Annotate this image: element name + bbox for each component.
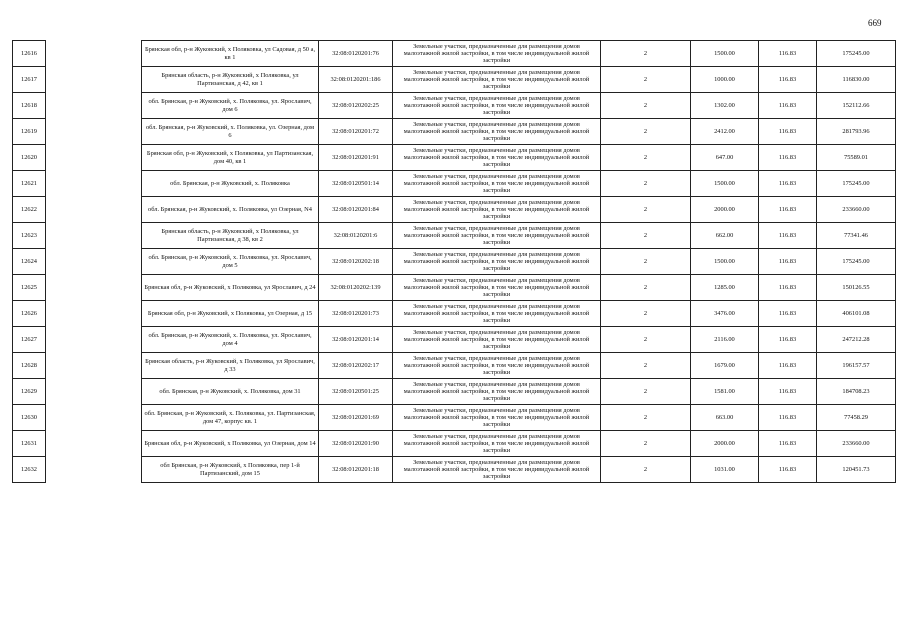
table-row — [13, 67, 896, 93]
blank-cell — [46, 171, 142, 197]
rate-cell: 116.83 — [759, 249, 817, 275]
group-cell: 2 — [601, 41, 691, 67]
cadastral-number-cell: 32:08:0120201:72 — [319, 119, 393, 145]
area-cell: 1500.00 — [691, 171, 759, 197]
cadastral-value-cell: 75589.01 — [817, 145, 896, 171]
table-row — [13, 93, 896, 119]
land-use-cell: Земельные участки, предназначенные для размещения домов малоэтажной жилой застройки, в том числе индивидуальной жилой застройки — [393, 223, 601, 249]
cadastral-number-cell: 32:08:0120201:73 — [319, 301, 393, 327]
row-number: 12618 — [13, 93, 46, 119]
group-cell: 2 — [601, 275, 691, 301]
table-row — [13, 327, 896, 353]
land-use-cell: Земельные участки, предназначенные для размещения домов малоэтажной жилой застройки, в том числе индивидуальной жилой застройки — [393, 405, 601, 431]
area-cell: 1031.00 — [691, 457, 759, 483]
rate-cell: 116.83 — [759, 275, 817, 301]
rate-cell: 116.83 — [759, 405, 817, 431]
row-number: 12624 — [13, 249, 46, 275]
rate-cell: 116.83 — [759, 197, 817, 223]
address-cell: обл. Брянская, р-н Жуковский, х. Поляковка, ул. Озерная, дом 6 — [142, 119, 319, 145]
address-cell: обл. Брянская, р-н Жуковский, х. Поляковка, ул. Ярославич, дом 6 — [142, 93, 319, 119]
area-cell: 2116.00 — [691, 327, 759, 353]
table-row — [13, 223, 896, 249]
cadastral-value-cell: 247212.28 — [817, 327, 896, 353]
cadastral-value-cell: 281793.96 — [817, 119, 896, 145]
cadastral-number-cell: 32:08:0120201:84 — [319, 197, 393, 223]
cadastral-value-cell: 175245.00 — [817, 171, 896, 197]
table-row — [13, 379, 896, 405]
rate-cell: 116.83 — [759, 379, 817, 405]
address-cell: Брянская обл, р-н Жуковский, х Поляковка, ул Озерная, д 15 — [142, 301, 319, 327]
rate-cell: 116.83 — [759, 145, 817, 171]
address-cell: Брянская обл, р-н Жуковский, х Поляковка, ул Ярославич, д 24 — [142, 275, 319, 301]
blank-cell — [46, 119, 142, 145]
land-use-cell: Земельные участки, предназначенные для размещения домов малоэтажной жилой застройки, в том числе индивидуальной жилой застройки — [393, 353, 601, 379]
address-cell: обл. Брянская, р-н Жуковский, х. Поляковка, ул. Ярославич, дом 5 — [142, 249, 319, 275]
address-cell: обл. Брянская, р-н Жуковский, х. Поляковка, ул. Ярославич, дом 4 — [142, 327, 319, 353]
area-cell: 3476.00 — [691, 301, 759, 327]
area-cell: 1285.00 — [691, 275, 759, 301]
cadastral-number-cell: 32:08:0120201:90 — [319, 431, 393, 457]
cadastral-value-cell: 152112.66 — [817, 93, 896, 119]
row-number: 12630 — [13, 405, 46, 431]
blank-cell — [46, 145, 142, 171]
address-cell: Брянская обл, р-н Жуковский, х Поляковка, ул Озерная, дом 14 — [142, 431, 319, 457]
row-number: 12626 — [13, 301, 46, 327]
address-cell: обл. Брянская, р-н Жуковский, х. Поляковка, ул. Партизанская, дом 47, корпус кв. 1 — [142, 405, 319, 431]
cadastral-number-cell: 32:08:0120201:6 — [319, 223, 393, 249]
land-use-cell: Земельные участки, предназначенные для размещения домов малоэтажной жилой застройки, в том числе индивидуальной жилой застройки — [393, 145, 601, 171]
cadastral-number-cell: 32:08:0120202:139 — [319, 275, 393, 301]
blank-cell — [46, 327, 142, 353]
rate-cell: 116.83 — [759, 301, 817, 327]
row-number: 12625 — [13, 275, 46, 301]
address-cell: обл. Брянская, р-н Жуковский, х. Поляковка, ул Озерная, N4 — [142, 197, 319, 223]
address-cell: Брянская обл, р-н Жуковский, х Поляковка, ул Садовая, д 50 а, кв 1 — [142, 41, 319, 67]
area-cell: 647.00 — [691, 145, 759, 171]
rate-cell: 116.83 — [759, 431, 817, 457]
land-use-cell: Земельные участки, предназначенные для размещения домов малоэтажной жилой застройки, в том числе индивидуальной жилой застройки — [393, 249, 601, 275]
group-cell: 2 — [601, 171, 691, 197]
cadastral-value-cell: 233660.00 — [817, 431, 896, 457]
land-use-cell: Земельные участки, предназначенные для размещения домов малоэтажной жилой застройки, в том числе индивидуальной жилой застройки — [393, 275, 601, 301]
land-use-cell: Земельные участки, предназначенные для размещения домов малоэтажной жилой застройки, в том числе индивидуальной жилой застройки — [393, 41, 601, 67]
area-cell: 1500.00 — [691, 249, 759, 275]
table-row — [13, 41, 896, 67]
land-use-cell: Земельные участки, предназначенные для размещения домов малоэтажной жилой застройки, в том числе индивидуальной жилой застройки — [393, 93, 601, 119]
land-use-cell: Земельные участки, предназначенные для размещения домов малоэтажной жилой застройки, в том числе индивидуальной жилой застройки — [393, 171, 601, 197]
cadastral-value-cell: 175245.00 — [817, 249, 896, 275]
cadastral-value-cell: 233660.00 — [817, 197, 896, 223]
cadastral-number-cell: 32:08:0120201:91 — [319, 145, 393, 171]
cadastral-value-cell: 77341.46 — [817, 223, 896, 249]
row-number: 12631 — [13, 431, 46, 457]
cadastral-value-cell: 150126.55 — [817, 275, 896, 301]
land-use-cell: Земельные участки, предназначенные для размещения домов малоэтажной жилой застройки, в том числе индивидуальной жилой застройки — [393, 67, 601, 93]
cadastral-value-cell: 175245.00 — [817, 41, 896, 67]
row-number: 12628 — [13, 353, 46, 379]
group-cell: 2 — [601, 301, 691, 327]
row-number: 12621 — [13, 171, 46, 197]
address-cell: Брянская область, р-н Жуковский, х Поляковка, ул Партизанская, д 38, кв 2 — [142, 223, 319, 249]
cadastral-number-cell: 32:08:0120201:18 — [319, 457, 393, 483]
land-use-cell: Земельные участки, предназначенные для размещения домов малоэтажной жилой застройки, в том числе индивидуальной жилой застройки — [393, 119, 601, 145]
table-row — [13, 457, 896, 483]
table-row — [13, 171, 896, 197]
blank-cell — [46, 197, 142, 223]
cadastral-value-cell: 406101.08 — [817, 301, 896, 327]
row-number: 12632 — [13, 457, 46, 483]
area-cell: 2000.00 — [691, 197, 759, 223]
blank-cell — [46, 301, 142, 327]
table-row — [13, 405, 896, 431]
area-cell: 663.00 — [691, 405, 759, 431]
cadastral-value-cell: 116830.00 — [817, 67, 896, 93]
address-cell: Брянская обл, р-н Жуковский, х Поляковка, ул Партизанская, дом 40, кв 1 — [142, 145, 319, 171]
row-number: 12616 — [13, 41, 46, 67]
land-use-cell: Земельные участки, предназначенные для размещения домов малоэтажной жилой застройки, в том числе индивидуальной жилой застройки — [393, 197, 601, 223]
group-cell: 2 — [601, 145, 691, 171]
address-cell: Брянская область, р-н Жуковский, х Поляковка, ул Ярославич, д 33 — [142, 353, 319, 379]
group-cell: 2 — [601, 379, 691, 405]
blank-cell — [46, 249, 142, 275]
area-cell: 1679.00 — [691, 353, 759, 379]
table-row — [13, 145, 896, 171]
table-row — [13, 119, 896, 145]
rate-cell: 116.83 — [759, 67, 817, 93]
row-number: 12620 — [13, 145, 46, 171]
table-row — [13, 197, 896, 223]
cadastral-number-cell: 32:08:0120201:76 — [319, 41, 393, 67]
cadastral-value-cell: 184708.23 — [817, 379, 896, 405]
table-row — [13, 301, 896, 327]
row-number: 12619 — [13, 119, 46, 145]
land-use-cell: Земельные участки, предназначенные для размещения домов малоэтажной жилой застройки, в том числе индивидуальной жилой застройки — [393, 457, 601, 483]
area-cell: 1500.00 — [691, 41, 759, 67]
land-plots-table — [12, 40, 896, 483]
area-cell: 1000.00 — [691, 67, 759, 93]
land-use-cell: Земельные участки, предназначенные для размещения домов малоэтажной жилой застройки, в том числе индивидуальной жилой застройки — [393, 431, 601, 457]
land-use-cell: Земельные участки, предназначенные для размещения домов малоэтажной жилой застройки, в том числе индивидуальной жилой застройки — [393, 301, 601, 327]
rate-cell: 116.83 — [759, 171, 817, 197]
blank-cell — [46, 431, 142, 457]
cadastral-number-cell: 32:08:0120201:186 — [319, 67, 393, 93]
cadastral-number-cell: 32:08:0120201:69 — [319, 405, 393, 431]
rate-cell: 116.83 — [759, 327, 817, 353]
land-use-cell: Земельные участки, предназначенные для размещения домов малоэтажной жилой застройки, в том числе индивидуальной жилой застройки — [393, 327, 601, 353]
cadastral-number-cell: 32:08:0120202:18 — [319, 249, 393, 275]
table-row — [13, 275, 896, 301]
blank-cell — [46, 93, 142, 119]
group-cell: 2 — [601, 197, 691, 223]
group-cell: 2 — [601, 405, 691, 431]
area-cell: 1302.00 — [691, 93, 759, 119]
table-row — [13, 431, 896, 457]
group-cell: 2 — [601, 93, 691, 119]
group-cell: 2 — [601, 119, 691, 145]
cadastral-number-cell: 32:08:0120201:14 — [319, 327, 393, 353]
rate-cell: 116.83 — [759, 93, 817, 119]
rate-cell: 116.83 — [759, 353, 817, 379]
blank-cell — [46, 379, 142, 405]
area-cell: 662.00 — [691, 223, 759, 249]
cadastral-number-cell: 32:08:0120202:25 — [319, 93, 393, 119]
address-cell: Брянская область, р-н Жуковский, х Поляковка, ул Партизанская, д 42, кв 1 — [142, 67, 319, 93]
group-cell: 2 — [601, 249, 691, 275]
blank-cell — [46, 223, 142, 249]
rate-cell: 116.83 — [759, 119, 817, 145]
blank-cell — [46, 457, 142, 483]
group-cell: 2 — [601, 457, 691, 483]
group-cell: 2 — [601, 327, 691, 353]
blank-cell — [46, 67, 142, 93]
group-cell: 2 — [601, 353, 691, 379]
cadastral-number-cell: 32:08:0120501:14 — [319, 171, 393, 197]
group-cell: 2 — [601, 67, 691, 93]
area-cell: 1581.00 — [691, 379, 759, 405]
table-row — [13, 353, 896, 379]
rate-cell: 116.83 — [759, 41, 817, 67]
cadastral-number-cell: 32:08:0120501:25 — [319, 379, 393, 405]
row-number: 12623 — [13, 223, 46, 249]
row-number: 12622 — [13, 197, 46, 223]
address-cell: обл Брянская, р-н Жуковский, х Поляковка, пер 1-й Партизанский, дом 15 — [142, 457, 319, 483]
cadastral-number-cell: 32:08:0120202:17 — [319, 353, 393, 379]
land-use-cell: Земельные участки, предназначенные для размещения домов малоэтажной жилой застройки, в том числе индивидуальной жилой застройки — [393, 379, 601, 405]
address-cell: обл. Брянская, р-н Жуковский, х. Поляковка — [142, 171, 319, 197]
cadastral-value-cell: 120451.73 — [817, 457, 896, 483]
area-cell: 2412.00 — [691, 119, 759, 145]
table-row — [13, 249, 896, 275]
row-number: 12627 — [13, 327, 46, 353]
blank-cell — [46, 41, 142, 67]
blank-cell — [46, 275, 142, 301]
group-cell: 2 — [601, 223, 691, 249]
row-number: 12617 — [13, 67, 46, 93]
blank-cell — [46, 353, 142, 379]
rate-cell: 116.83 — [759, 457, 817, 483]
cadastral-value-cell: 196157.57 — [817, 353, 896, 379]
rate-cell: 116.83 — [759, 223, 817, 249]
group-cell: 2 — [601, 431, 691, 457]
area-cell: 2000.00 — [691, 431, 759, 457]
address-cell: обл. Брянская, р-н Жуковский, х. Поляковка, дом 31 — [142, 379, 319, 405]
page-number: 669 — [868, 18, 882, 28]
row-number: 12629 — [13, 379, 46, 405]
cadastral-value-cell: 77458.29 — [817, 405, 896, 431]
blank-cell — [46, 405, 142, 431]
